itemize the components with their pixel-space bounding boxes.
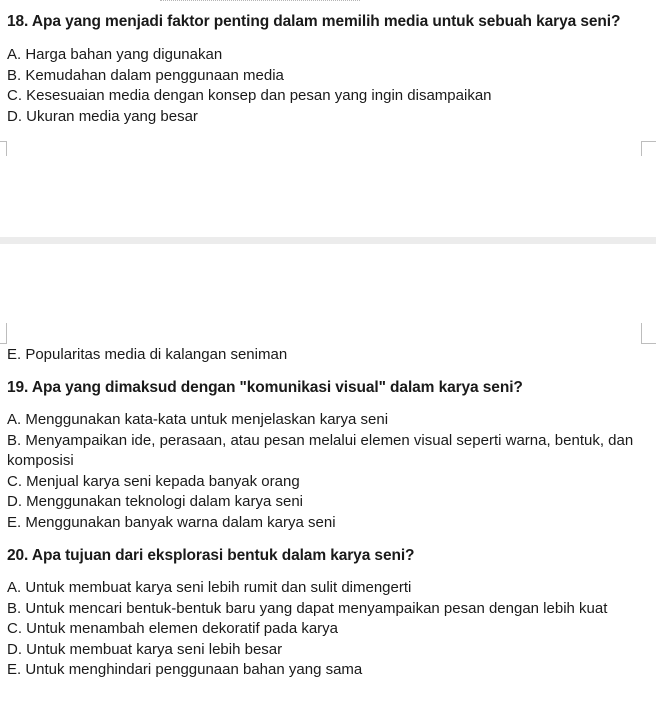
question-18-continued [7,345,648,366]
question-18-option-d[interactable]: D. Ukuran media yang besar [7,107,198,125]
question-18-options [7,45,648,127]
question-18-title: 18. Apa yang menjadi faktor penting dalam memilih media untuk sebuah karya seni? [7,13,621,30]
question-20-option-d[interactable]: D. Untuk membuat karya seni lebih besar [7,640,283,658]
crop-mark-bottom-left [0,323,7,344]
question-19-option-c[interactable]: C. Menjual karya seni kepada banyak orang [7,472,300,490]
crop-mark-bottom-right [641,323,656,344]
question-19-option-d[interactable]: D. Menggunakan teknologi dalam karya seni [7,493,304,510]
page-top-edge-mark [160,0,360,3]
question-18-option-e[interactable]: E. Popularitas media di kalangan seniman [7,346,288,363]
question-20-options [7,578,648,681]
question-18-options-continued [7,345,648,366]
crop-mark-top-left [0,141,7,156]
question-20-option-c[interactable]: C. Untuk menambah elemen dekoratif pada karya [7,620,339,637]
question-19-options [7,410,648,533]
question-19 [7,378,648,533]
question-18 [7,12,648,127]
question-20-option-b[interactable]: B. Untuk mencari bentuk-bentuk baru yang dapat menyampaikan pesan dengan lebih kuat [7,599,608,617]
question-20 [7,546,648,681]
question-19-option-b[interactable]: B. Menyampaikan ide, perasaan, atau pesan melalui elemen visual seperti warna, bentuk, dan komposisi [7,431,634,469]
question-20-title: 20. Apa tujuan dari eksplorasi bentuk dalam karya seni? [7,547,415,564]
question-19-title: 19. Apa yang dimaksud dengan "komunikasi visual" dalam karya seni? [7,379,523,396]
question-18-option-a[interactable]: A. Harga bahan yang digunakan [7,46,223,63]
page-divider [0,237,656,244]
question-20-option-a[interactable]: A. Untuk membuat karya seni lebih rumit dan sulit dimengerti [7,579,412,596]
crop-mark-top-right [641,141,656,156]
question-19-option-e[interactable]: E. Menggunakan banyak warna dalam karya seni [7,513,336,531]
question-19-option-a[interactable]: A. Menggunakan kata-kata untuk menjelaskan karya seni [7,411,389,428]
question-18-option-b[interactable]: B. Kemudahan dalam penggunaan media [7,66,284,84]
question-20-option-e[interactable]: E. Untuk menghindari penggunaan bahan yang sama [7,661,363,678]
question-18-option-c[interactable]: C. Kesesuaian media dengan konsep dan pesan yang ingin disampaikan [7,87,492,104]
